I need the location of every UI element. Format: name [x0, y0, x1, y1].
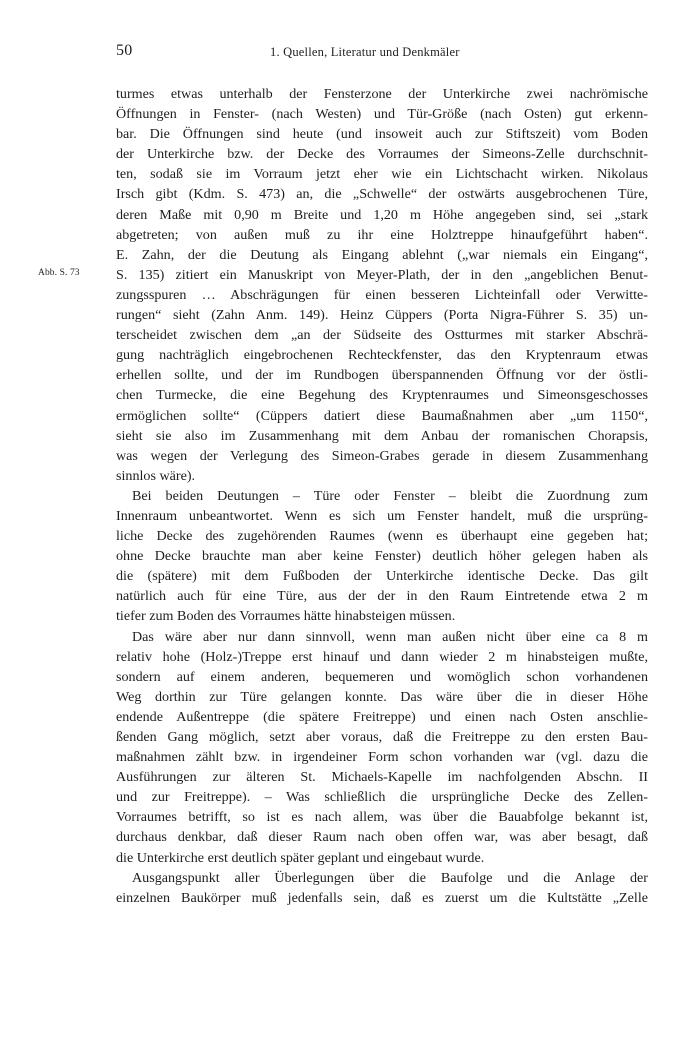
text-line: Ausgangspunkt aller Überlegungen über die Baufolge und die Anlage der	[132, 869, 648, 886]
text-line: chen Turmecke, die eine Begehung des Kryptenraumes und Simeonsgeschosses	[116, 387, 648, 404]
text-line: rungen“ sieht (Zahn Anm. 149). Heinz Cüppers (Porta Nigra-Führer S. 35) un-	[116, 307, 648, 324]
text-line: abgetreten; von außen muß zu ihr eine Holztreppe hinaufgeführt haben“.	[116, 226, 648, 243]
text-line: erhellen sollte, und der im Rundbogen überspannenden Öffnung vor der östli-	[116, 367, 648, 384]
text-line: sondern auf einem anderen, bequemeren und womöglich schon vorhandenen	[116, 668, 648, 685]
text-line: turmes etwas unterhalb der Fensterzone der Unterkirche zwei nachrömische	[116, 86, 648, 102]
text-line: durchaus denkbar, daß dieser Raum nach oben offen war, was aber besagt, daß	[116, 829, 648, 846]
text-line: die (spätere) mit dem Fußboden der Unterkirche identische Decke. Das gilt	[116, 568, 648, 585]
text-line: sieht sie also im Zusammenhang mit dem Anbau der romanischen Chorapsis,	[116, 427, 648, 444]
text-line: ohne Decke brauchte man aber keine Fenster) deutlich höher gelegen haben als	[116, 548, 648, 565]
text-line: zungsspuren … Abschrägungen für einen besseren Lichteinfall oder Verwitte-	[116, 286, 648, 303]
text-line: ten, sodaß sie im Vorraum jetzt eher wie ein Lichtschacht wirken. Nikolaus	[116, 166, 648, 183]
text-line: Innenraum unbeantwortet. Wenn es sich um Fenster handelt, muß die ursprüng-	[116, 507, 648, 524]
text-line: tiefer zum Boden des Vorraumes hätte hinabsteigen müssen.	[116, 608, 456, 625]
text-line: Öffnungen in Fenster- (nach Westen) und Tür-Größe (nach Osten) gut erkenn-	[116, 106, 648, 123]
text-line: was wegen der Verlegung des Simeon-Grabes gerade in diesem Zusammenhang	[116, 447, 648, 464]
text-line: ßenden Gang möglich, setzt aber voraus, daß die Freitreppe zu den ersten Bau-	[116, 729, 648, 745]
text-line: Das wäre aber nur dann sinnvoll, wenn man außen nicht über eine ca 8 m	[132, 628, 648, 645]
text-line: der Unterkirche bzw. der Decke des Vorraumes der Simeons-Zelle durchschnit-	[116, 146, 648, 163]
text-line: E. Zahn, der die Deutung als Eingang ablehnt („war niemals ein Eingang“,	[116, 246, 648, 263]
text-line: liche Decke des zugehörenden Raumes (wenn es überhaupt eine gegeben hat;	[116, 528, 648, 545]
text-line: relativ hohe (Holz-)Treppe erst hinauf und dann wieder 2 m hinabsteigen mußte,	[116, 648, 648, 665]
page-number: 50	[116, 42, 133, 59]
text-line: die Unterkirche erst deutlich später geplant und eingebaut wurde.	[116, 849, 485, 866]
text-line: gung nachträglich eingebrochenen Rechteckfenster, das den Kryptenraum etwas	[116, 347, 648, 364]
text-line: terscheidet zwischen dem „an der Südseite des Ostturmes mit starker Abschrä-	[116, 327, 648, 344]
text-line: Irsch gibt (Kdm. S. 473) an, die „Schwelle“ der ostwärts ausgebrochenen Türe,	[116, 186, 648, 203]
text-line: maßnahmen zählt bzw. in irgendeiner Form schon vorhanden war (vgl. dazu die	[116, 749, 648, 766]
text-line: endende Außentreppe (die spätere Freitreppe) und einen nach Osten anschlie-	[116, 708, 648, 725]
text-line: deren Maße mit 0,90 m Breite und 1,20 m Höhe angegeben sind, sei „stark	[116, 206, 648, 223]
text-line: sinnlos wäre).	[116, 467, 196, 484]
text-line: Vorraumes betrifft, so ist es nach allem, was über die Bauabfolge bekannt ist,	[116, 809, 648, 826]
text-line: bar. Die Öffnungen sind heute (und insoweit auch zur Stiftszeit) vom Boden	[116, 126, 648, 143]
running-head: 1. Quellen, Literatur und Denkmäler	[270, 45, 460, 59]
text-block	[116, 84, 648, 908]
text-line: ermöglichen sollte“ (Cüppers datiert diese Baumaßnahmen aber „um 1150“,	[116, 407, 648, 424]
margin-note: Abb. S. 73	[38, 268, 80, 278]
text-line: natürlich auch für eine Türe, aus der der in den Raum Eintretende etwa 2 m	[116, 588, 648, 605]
text-line: und zur Freitreppe). – Was schließlich die ursprüngliche Decke des Zellen-	[116, 789, 648, 806]
text-line: Bei beiden Deutungen – Türe oder Fenster – bleibt die Zuordnung zum	[132, 487, 648, 504]
text-line: S. 135) zitiert ein Manuskript von Meyer-Plath, der in den „angeblichen Benut-	[116, 266, 648, 283]
text-line: einzelnen Baukörper muß jedenfalls sein, daß es zuerst um die Kultstätte „Zelle	[116, 889, 648, 906]
text-line: Weg dorthin zur Türe gelangen konnte. Das wäre über die in dieser Höhe	[116, 688, 648, 705]
text-line: Ausführungen zur älteren St. Michaels-Kapelle im nachfolgenden Abschn. II	[116, 769, 648, 786]
